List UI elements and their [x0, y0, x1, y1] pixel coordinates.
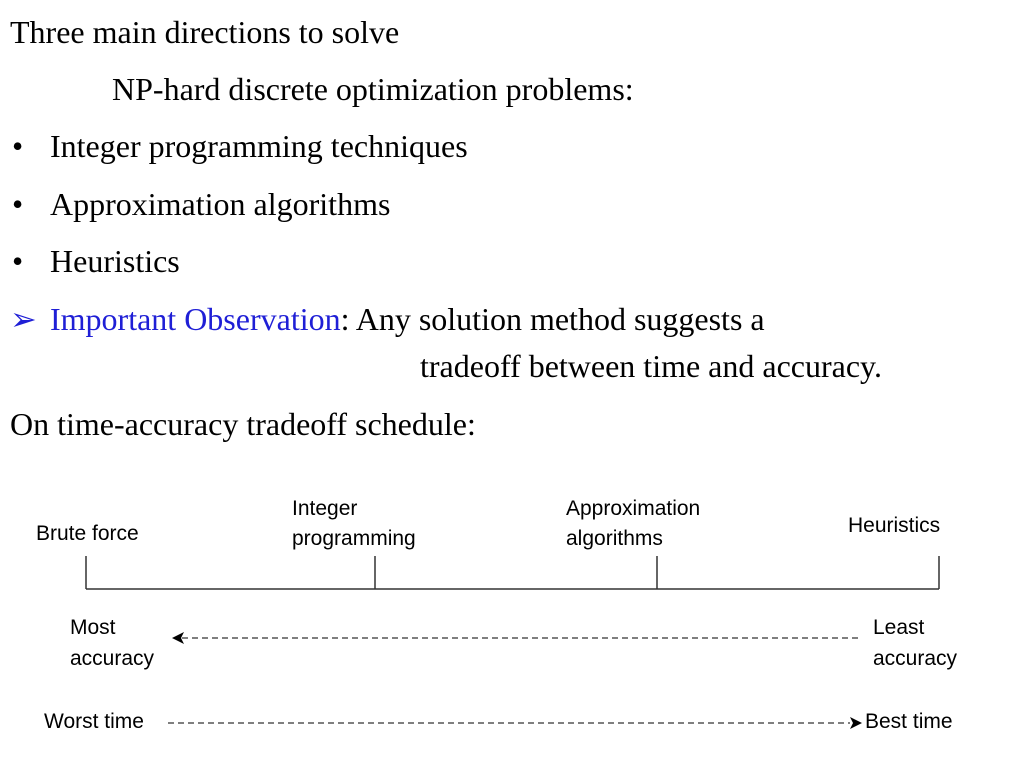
label-least-accuracy-1: Least [873, 616, 925, 639]
label-brute-force: Brute force [36, 522, 139, 545]
observation-line-2: tradeoff between time and accuracy. [420, 348, 882, 384]
label-worst-time: Worst time [44, 710, 144, 733]
list-item: Approximation algorithms [50, 186, 391, 222]
observation-label: Important Observation [50, 301, 341, 337]
schedule-heading: On time-accuracy tradeoff schedule: [10, 406, 476, 442]
label-approximation-1: Approximation [566, 497, 701, 520]
label-approximation-2: algorithms [566, 527, 663, 550]
label-heuristics: Heuristics [848, 514, 941, 537]
label-least-accuracy-2: accuracy [873, 647, 958, 670]
label-most-accuracy-1: Most [70, 616, 116, 639]
list-item: Heuristics [50, 243, 180, 279]
title-line-2: NP-hard discrete optimization problems: [112, 71, 634, 107]
bullet-dot: • [12, 186, 24, 222]
label-integer-programming-2: programming [292, 527, 416, 550]
label-integer-programming-1: Integer [292, 497, 358, 520]
list-item: Integer programming techniques [50, 128, 468, 164]
arrow-bullet-icon: ➢ [10, 301, 37, 337]
label-best-time: Best time [865, 710, 953, 733]
bullet-dot: • [12, 128, 24, 164]
label-most-accuracy-2: accuracy [70, 647, 155, 670]
title-line-1: Three main directions to solve [10, 14, 400, 50]
time-arrow-head [850, 717, 862, 729]
bullet-dot: • [12, 243, 24, 279]
observation-text: : Any solution method suggests a [340, 301, 765, 337]
